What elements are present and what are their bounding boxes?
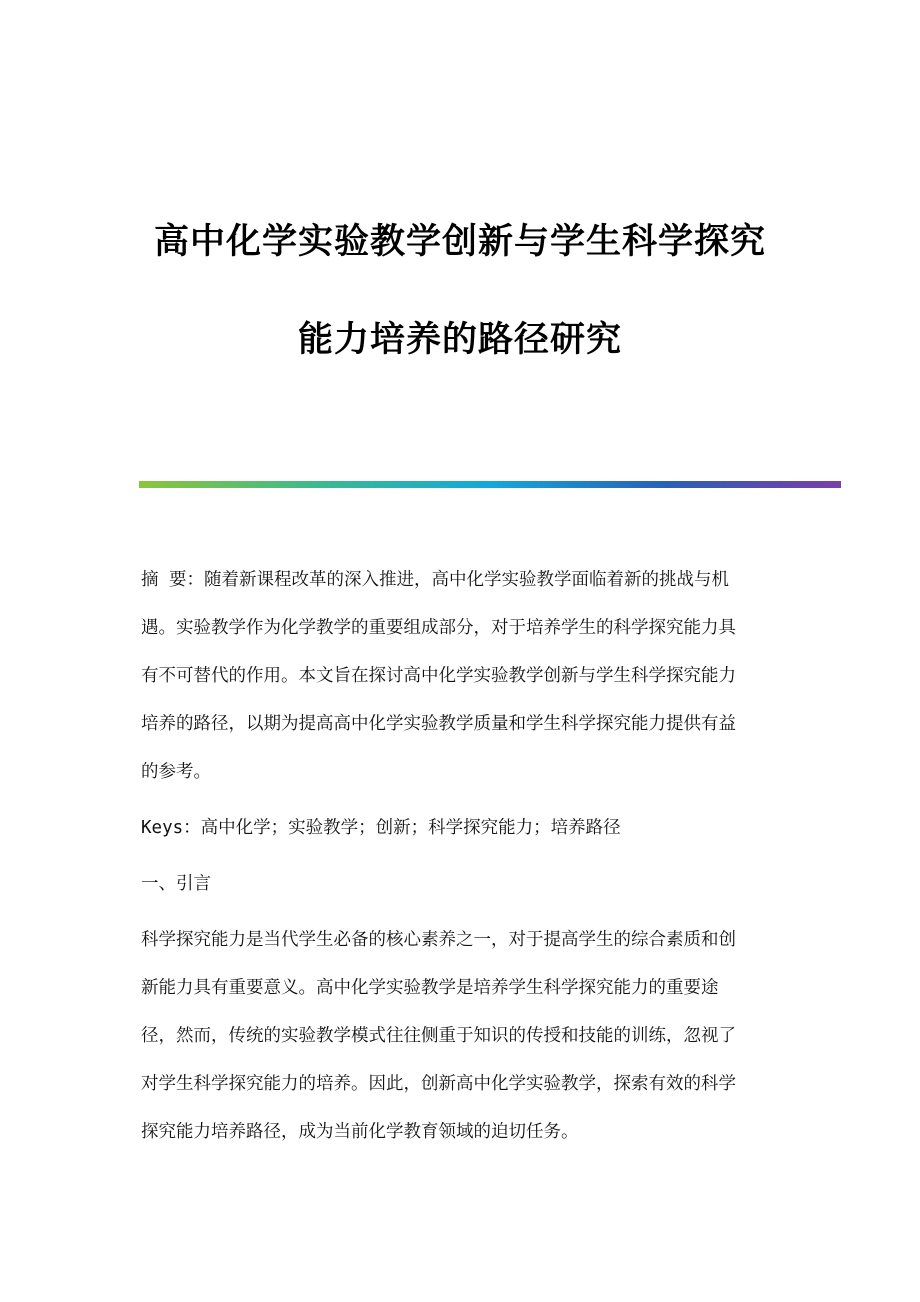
paragraph-line: 新能力具有重要意义。高中化学实验教学是培养学生科学探究能力的重要途 bbox=[141, 978, 719, 998]
section-heading: 一、引言 bbox=[141, 874, 211, 894]
abstract-line: 培养的路径，以期为提高高中化学实验教学质量和学生科学探究能力提供有益 bbox=[141, 714, 736, 734]
paragraph-line: 径，然而，传统的实验教学模式往往侧重于知识的传授和技能的训练，忽视了 bbox=[141, 1026, 736, 1046]
title-line-2: 能力培养的路径研究 bbox=[297, 320, 622, 360]
abstract-line: 有不可替代的作用。本文旨在探讨高中化学实验教学创新与学生科学探究能力 bbox=[141, 666, 736, 686]
abstract-line: 遇。实验教学作为化学教学的重要组成部分，对于培养学生的科学探究能力具 bbox=[141, 618, 736, 638]
paragraph-line: 科学探究能力是当代学生必备的核心素养之一，对于提高学生的综合素质和创 bbox=[141, 930, 736, 950]
title-line-1: 高中化学实验教学创新与学生科学探究 bbox=[153, 222, 766, 262]
paragraph-line: 对学生科学探究能力的培养。因此，创新高中化学实验教学，探索有效的科学 bbox=[141, 1074, 736, 1094]
abstract-line: 摘 要：随着新课程改革的深入推进，高中化学实验教学面临着新的挑战与机 bbox=[141, 570, 730, 590]
gradient-divider bbox=[139, 481, 841, 488]
abstract-line: 的参考。 bbox=[141, 762, 211, 782]
keywords-line: Keys：高中化学；实验教学；创新；科学探究能力；培养路径 bbox=[141, 818, 621, 838]
paragraph-line: 探究能力培养路径，成为当前化学教育领域的迫切任务。 bbox=[141, 1122, 579, 1142]
